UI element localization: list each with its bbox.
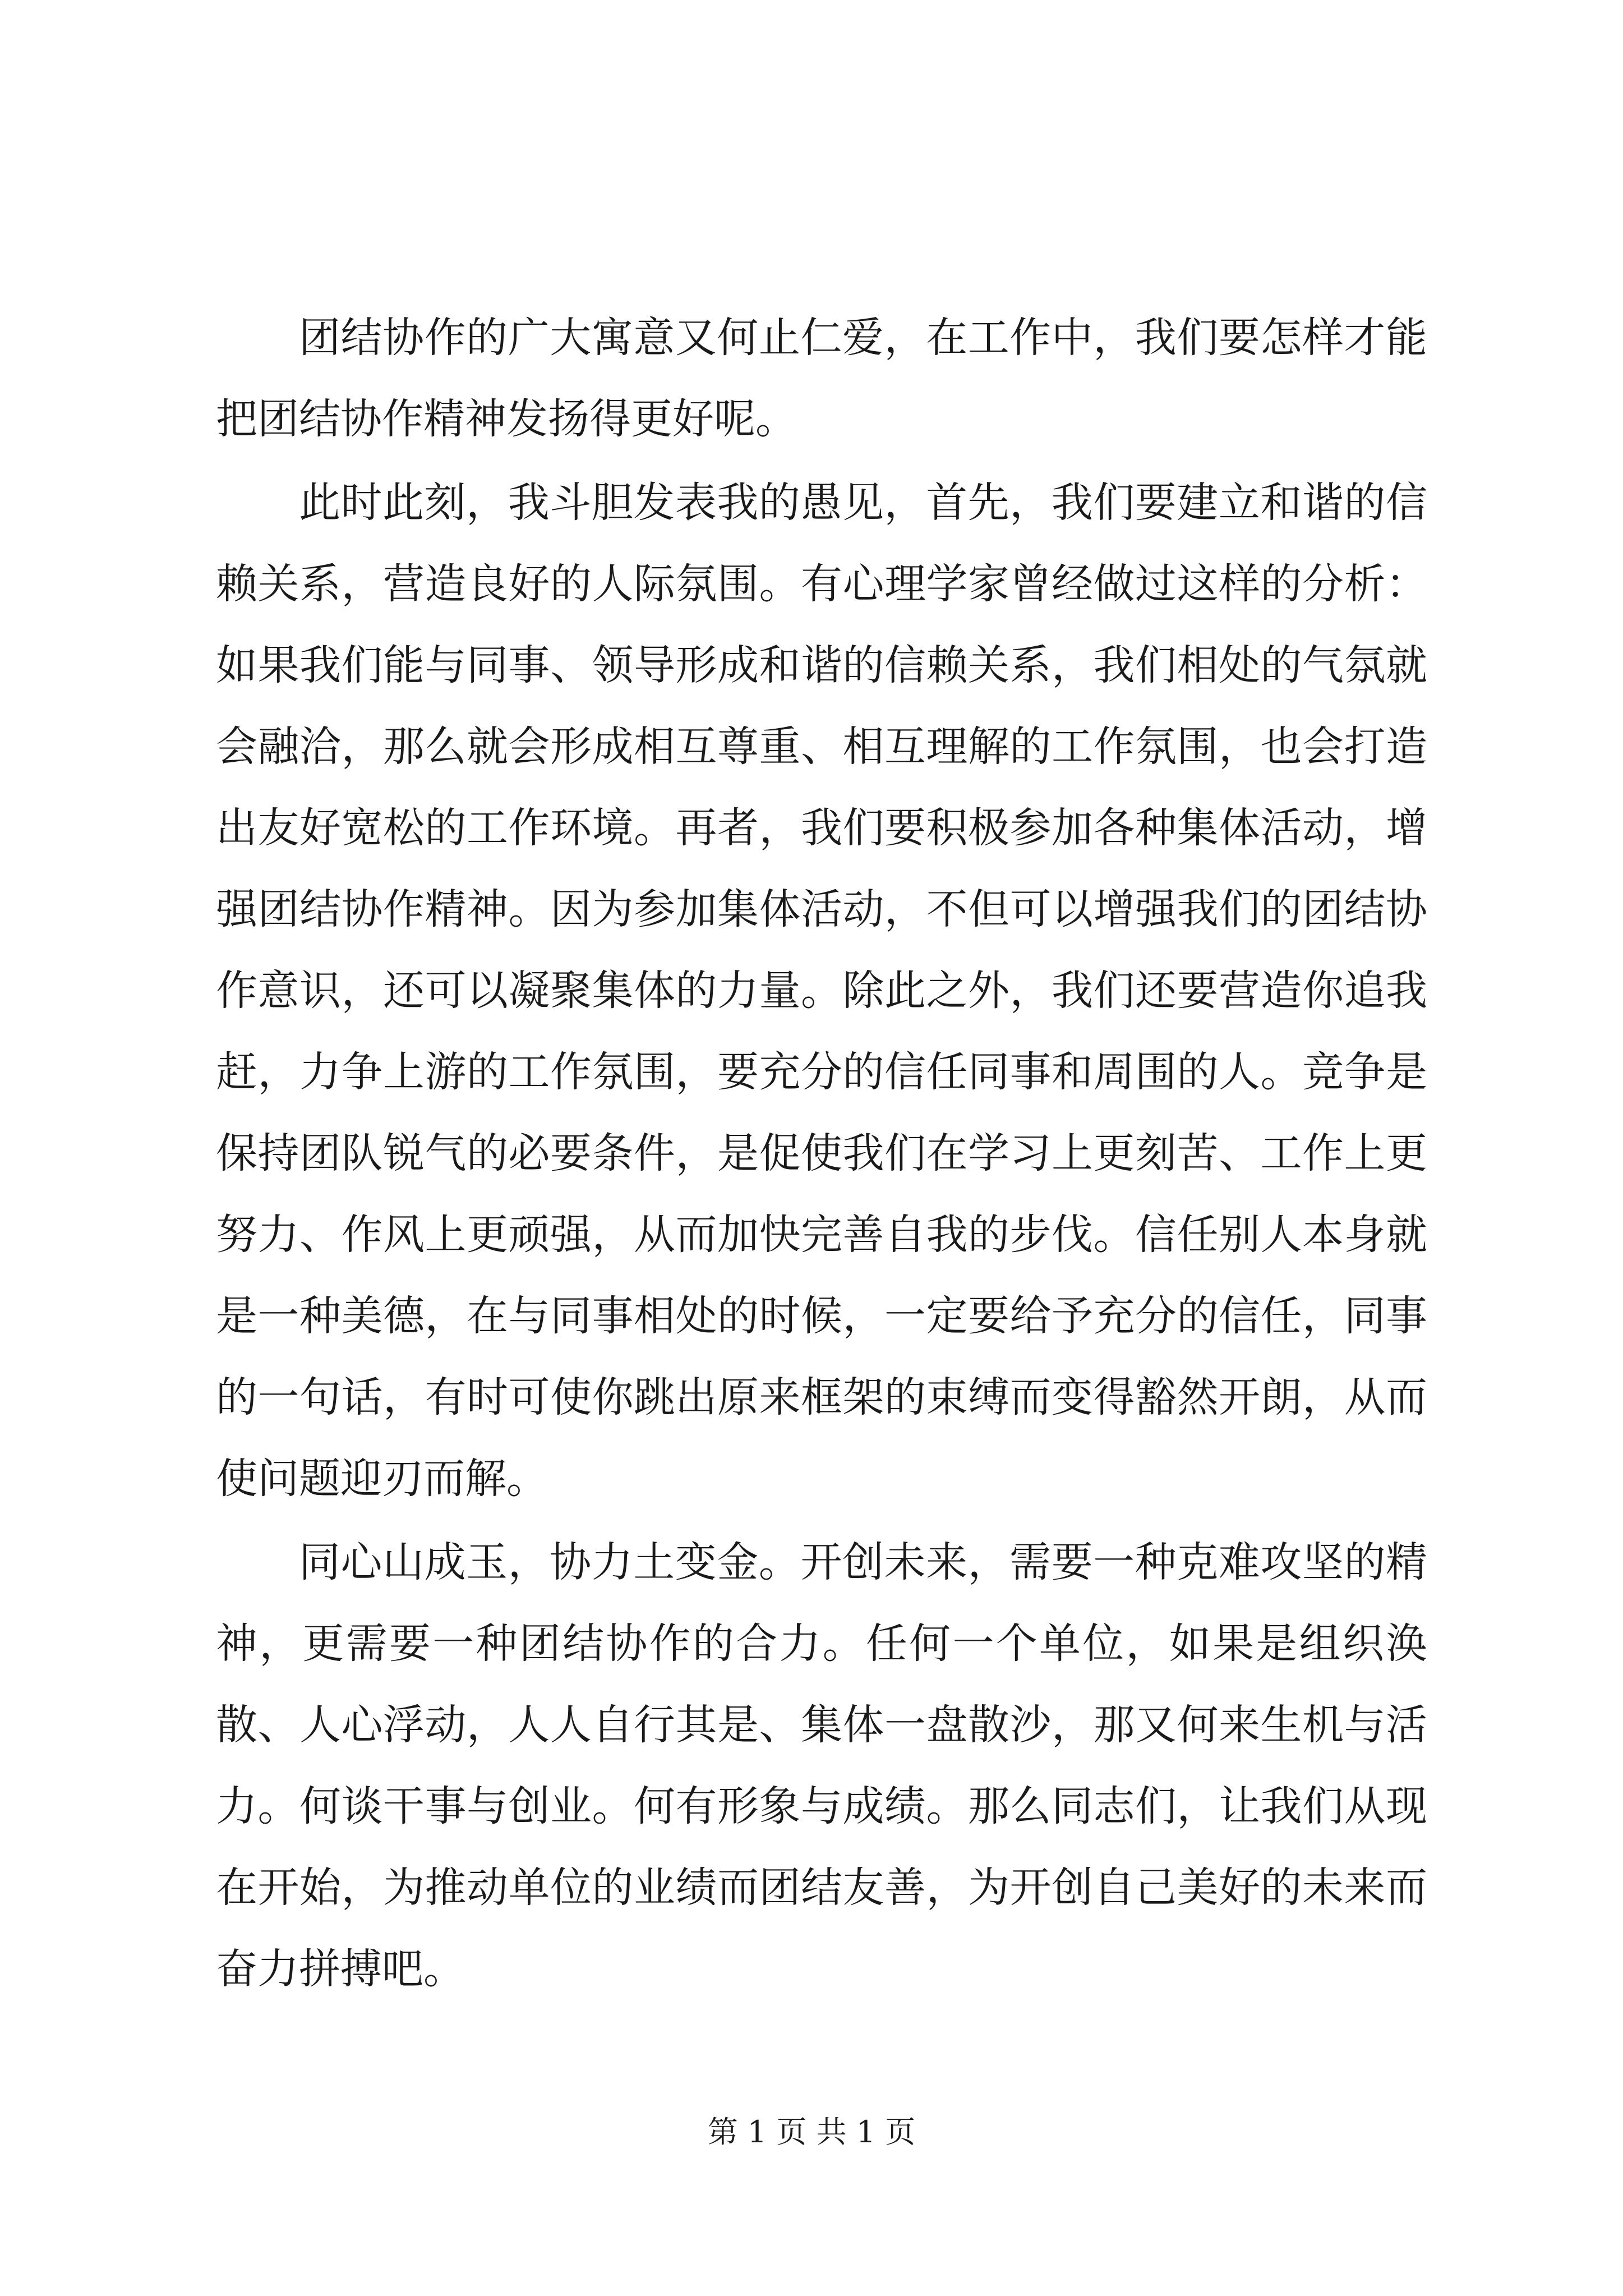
document-body — [216, 297, 1427, 2012]
paragraph-2: 此时此刻，我斗胆发表我的愚见，首先，我们要建立和谐的信赖关系，营造良好的人际氛围。有心理学家曾经做过这样的分析：如果我们能与同事、领导形成和谐的信赖关系，我们相处的气氛就会融洽，那么就会形成相互尊重、相互理解的工作氛围，也会打造出友好宽松的工作环境。再者，我们要积极参加各种集体活动，增强团结协作精神。因为参加集体活动，不但可以增强我们的团结协作意识，还可以凝聚集体的力量。除此之外，我们还要营造你追我赶，力争上游的工作氛围，要充分的信任同事和周围的人。竞争是保持团队锐气的必要条件，是促使我们在学习上更刻苦、工作上更努力、作风上更顽强，从而加快完善自我的步伐。信任别人本身就是一种美德，在与同事相处的时候，一定要给予充分的信任，同事的一句话，有时可使你跳出原来框架的束缚而变得豁然开朗，从而使问题迎刃而解。 — [216, 478, 1427, 1503]
paragraph-3: 同心山成玉，协力土变金。开创未来，需要一种克难攻坚的精神，更需要一种团结协作的合力。任何一个单位，如果是组织涣散、人心浮动，人人自行其是、集体一盘散沙，那又何来生机与活力。何谈干事与创业。何有形象与成绩。那么同志们，让我们从现在开始，为推动单位的业绩而团结友善，为开创自己美好的未来而奋力拼搏吧。 — [216, 1538, 1427, 1993]
page-footer: 第 1 页 共 1 页 — [707, 2114, 916, 2150]
paragraph-1: 团结协作的广大寓意又何止仁爱，在工作中，我们要怎样才能把团结协作精神发扬得更好呢。 — [216, 314, 1427, 443]
